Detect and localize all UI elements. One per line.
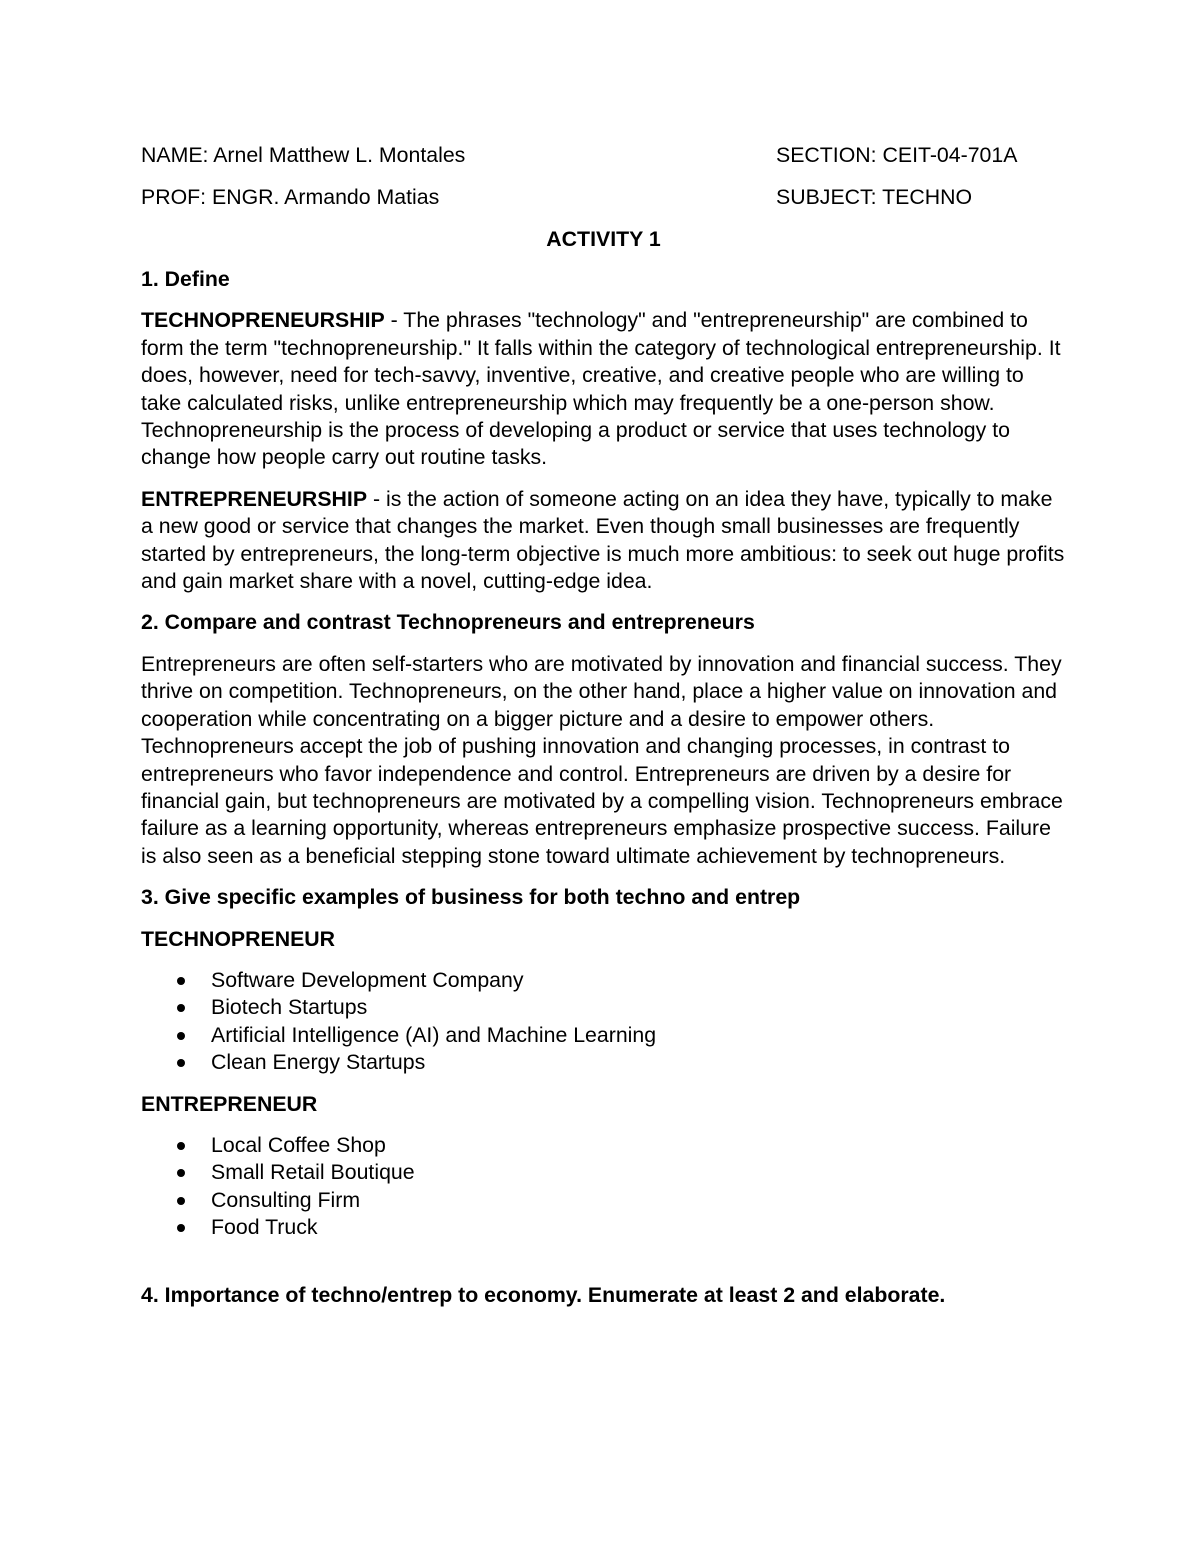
entrepreneur-label: ENTREPRENEUR [141, 1091, 318, 1116]
header-row-prof-subject [141, 182, 1066, 224]
student-name: NAME: Arnel Matthew L. Montales [141, 143, 466, 167]
question-2-heading: 2. Compare and contrast Technopreneurs and entrepreneurs [141, 610, 755, 635]
definition-technopreneurship [141, 307, 1066, 471]
list-item-text: Consulting Firm [211, 1187, 361, 1212]
list-item [141, 1049, 1066, 1076]
subject-label: SUBJECT: TECHNO [776, 185, 973, 209]
definition-term: TECHNOPRENEURSHIP [141, 308, 385, 333]
list-item-text: Local Coffee Shop [211, 1132, 386, 1157]
header-row-name-section [141, 140, 1066, 182]
definition-entrepreneurship [141, 486, 1066, 596]
section-label: SECTION: CEIT-04-701A [776, 143, 1018, 167]
bullet-icon [177, 1197, 185, 1205]
list-item-text: Small Retail Boutique [211, 1160, 415, 1185]
bullet-icon [177, 1169, 185, 1177]
list-item [141, 1022, 1066, 1049]
list-item [141, 1187, 1066, 1214]
list-item-text: Artificial Intelligence (AI) and Machine Learning [211, 1022, 657, 1047]
list-item [141, 1214, 1066, 1241]
list-item [141, 967, 1066, 994]
question-3-heading: 3. Give specific examples of business for both techno and entrep [141, 885, 801, 910]
professor-name: PROF: ENGR. Armando Matias [141, 185, 440, 209]
bullet-icon [177, 977, 185, 985]
bullet-icon [177, 1142, 185, 1150]
entrepreneur-examples-list [141, 1132, 1066, 1242]
list-item [141, 1132, 1066, 1159]
list-item [141, 994, 1066, 1021]
document-page [141, 140, 1066, 1324]
spacer [141, 1255, 1066, 1282]
definition-text: - is the action of someone acting on an idea they have, typically to make a new good or service that changes the market. Even though small businesses are frequently started by entrepreneurs, the long-term objective is much more ambitious: to seek out huge profits and gain market share with a novel, cutting-edge idea. [141, 486, 1065, 594]
technopreneur-examples-list [141, 967, 1066, 1077]
list-item [141, 1159, 1066, 1186]
bullet-icon [177, 1004, 185, 1012]
compare-contrast-paragraph: Entrepreneurs are often self-starters who are motivated by innovation and financial success. They thrive on competition. Technopreneurs, on the other hand, place a higher value on innovation and cooperation while concentrating on a bigger picture and a desire to empower others. Technopreneurs accept the job of pushing innovation and changing processes, in contrast to entrepreneurs who favor independence and control. Entrepreneurs are driven by a desire for financial gain, but technopreneurs are motivated by a compelling vision. Technopreneurs embrace failure as a learning opportunity, whereas entrepreneurs emphasize prospective success. Failure is also seen as a beneficial stepping stone toward ultimate achievement by technopreneurs. [141, 651, 1063, 868]
list-item-text: Software Development Company [211, 967, 524, 992]
question-1-heading: 1. Define [141, 267, 230, 291]
technopreneur-label: TECHNOPRENEUR [141, 926, 336, 951]
bullet-icon [177, 1224, 185, 1232]
activity-title: ACTIVITY 1 [546, 227, 661, 251]
bullet-icon [177, 1059, 185, 1067]
bullet-icon [177, 1032, 185, 1040]
list-item-text: Food Truck [211, 1215, 318, 1240]
question-4-heading: 4. Importance of techno/entrep to economy. Enumerate at least 2 and elaborate. [141, 1283, 946, 1308]
definition-text: - The phrases "technology" and "entrepreneurship" are combined to form the term "technopreneurship." It falls within the category of technological entrepreneurship. It does, however, need for tech-savvy, inventive, creative, and creative people who are willing to take calculated risks, unlike entrepreneurship which may frequently be a one-person show. Technopreneurship is the process of developing a product or service that uses technology to change how people carry out routine tasks. [141, 308, 1061, 470]
list-item-text: Biotech Startups [211, 995, 368, 1020]
definition-term: ENTREPRENEURSHIP [141, 486, 368, 511]
list-item-text: Clean Energy Startups [211, 1050, 426, 1075]
